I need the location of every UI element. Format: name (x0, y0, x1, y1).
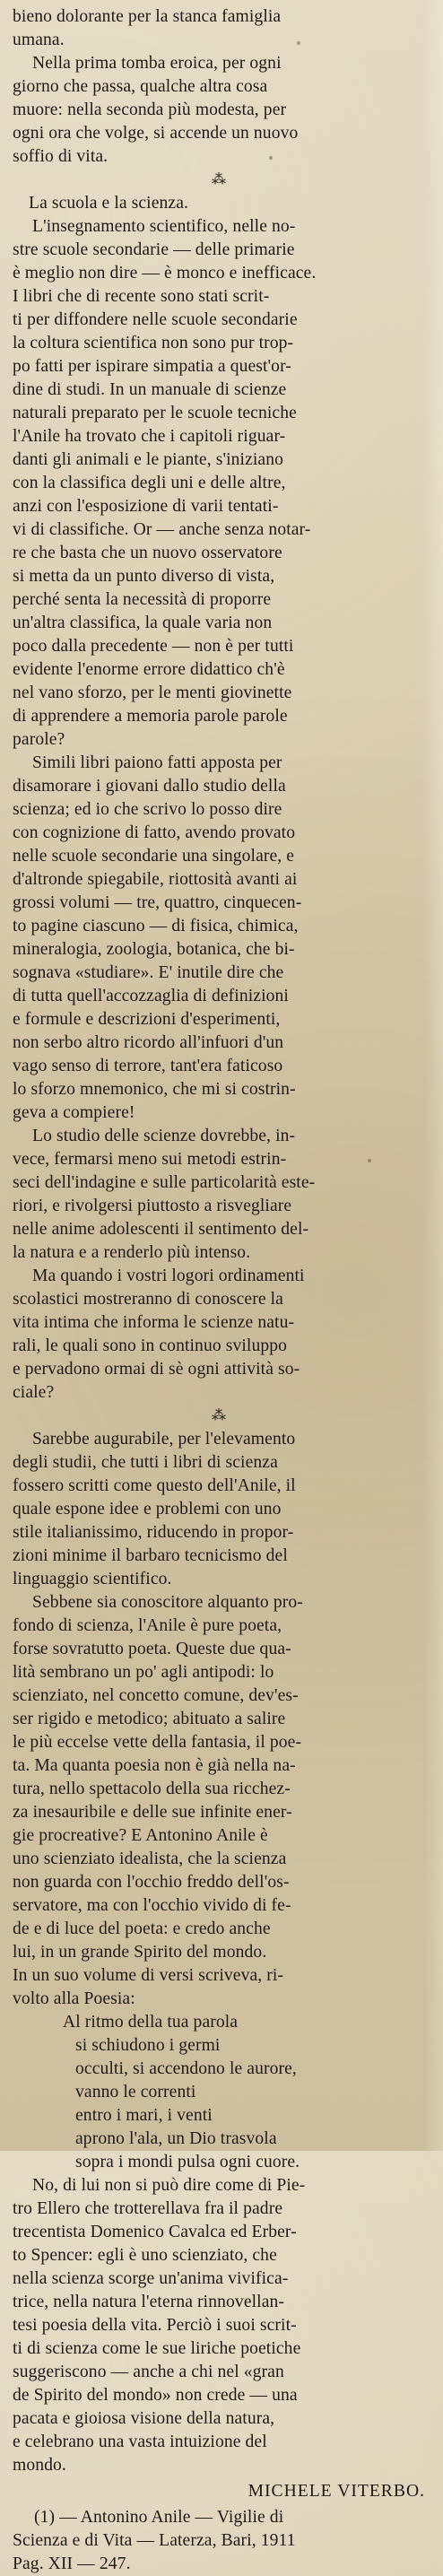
text-line: bieno dolorante per la stanca famiglia (13, 7, 282, 26)
poem-line: Al ritmo della tua parola (63, 2013, 239, 2032)
ink-speck (368, 1159, 371, 1162)
text-line: di tutta quell'accozzaglia di definizioni (13, 987, 289, 1005)
text-line: pacata e gioiosa visione della natura, (13, 2409, 275, 2428)
text-line: danti gli animali e le piante, s'iniziano (13, 450, 283, 469)
text-line: ser rigido e metodico; abituato a salire (13, 1710, 286, 1728)
section-separator: ⁂ (212, 1408, 231, 1423)
author-signature: MICHELE VITERBO. (248, 2482, 425, 2501)
text-line: parole? (13, 730, 65, 749)
text-line: mineralogia, zoologia, botanica, che bi- (13, 940, 295, 959)
text-line: seci dell'indagine e sulle particolarità este- (13, 1173, 316, 1192)
text-line: de Spirito del mondo» non crede — una (13, 2386, 298, 2405)
text-line: stile italianissimo, riducendo in propor- (13, 1523, 294, 1542)
text-line: ciale? (13, 1383, 55, 1402)
text-line: servatore, ma con l'occhio vivido di fe- (13, 1896, 291, 1915)
text-line: suggeriscono — anche a chi nel «gran (13, 2363, 284, 2381)
text-line: Sebbene sia conoscitore alquanto pro- (32, 1593, 303, 1612)
text-line: è meglio non dire — è monco e inefficace. (13, 264, 317, 283)
text-line: quale espone idee e problemi con uno (13, 1500, 282, 1519)
text-line: vita intima che informa le scienze natu- (13, 1313, 295, 1332)
text-line: trice, nella natura l'eterna rinnovellan- (13, 2293, 285, 2311)
text-line: za inesauribile e delle sue infinite ener- (13, 1803, 292, 1822)
text-line: ogni ora che volge, si accende un nuovo (13, 124, 299, 143)
text-line: le più eccelse vette della fantasia, il poe- (13, 1733, 302, 1752)
text-line: rali, le quali sono in continuo sviluppo (13, 1336, 288, 1355)
text-line: nel vano sforzo, per le menti giovinette (13, 683, 292, 702)
text-line: re che basta che un nuovo osservatore (13, 544, 282, 562)
text-line: naturali preparato per le scuole tecniche (13, 404, 297, 422)
text-line: Lo studio delle scienze dovrebbe, in- (32, 1127, 296, 1145)
text-line: evidente l'enorme errore didattico ch'è (13, 660, 285, 679)
text-line: e celebrano una vasta intuizione del (13, 2432, 267, 2451)
text-line: lui, in un grande Spirito del mondo. (13, 1943, 267, 1962)
article-column (13, 5, 430, 2576)
text-line: mondo. (13, 2456, 66, 2475)
text-line: tro Ellero che trotterellava fra il padre (13, 2199, 283, 2218)
text-line: non serbo altro ricordo all'infuori d'un (13, 1033, 284, 1052)
text-line: I libri che di recente sono stati scrit- (13, 287, 270, 306)
poem-line: si schiudono i germi (75, 2036, 221, 2055)
text-line: sognava «studiare». E' inutile dire che (13, 963, 284, 982)
text-line: degli studii, che tutti i libri di scienza (13, 1453, 278, 1472)
text-line: con la classifica degli uni e delle altre, (13, 474, 286, 492)
poem-line: occulti, si accendono le aurore, (75, 2059, 297, 2078)
text-line: zioni minime il barbaro tecnicismo del (13, 1546, 288, 1565)
text-line: linguaggio scientifico. (13, 1570, 172, 1588)
text-line: riori, e rivolgersi piuttosto a risvegliare (13, 1197, 292, 1215)
poem-line: entro i mari, i venti (75, 2106, 213, 2125)
text-line: l'Anile ha trovato che i capitoli riguar- (13, 427, 286, 446)
footnote-line: (1) — Antonino Anile — Vigilie di (34, 2508, 284, 2527)
text-line: la coltura scientifica non sono pur trop- (13, 334, 294, 352)
poem-line: sopra i mondi pulsa ogni cuore. (75, 2153, 300, 2171)
text-line: dine di studi. In un manuale di scienze (13, 380, 287, 399)
text-line: No, di lui non si può dire come di Pie- (32, 2176, 306, 2195)
text-line: to pagine ciascuno — di fisica, chimica, (13, 917, 299, 936)
section-heading: La scuola e la scienza. (29, 194, 189, 213)
text-line: lità sembrano un po' agli antipodi: lo (13, 1663, 274, 1682)
text-line: nelle scuole secondarie una singolare, e (13, 847, 295, 866)
text-line: gie procreative? E Antonino Anile è (13, 1826, 268, 1845)
text-line: volto alla Poesia: (13, 1989, 135, 2008)
text-line: vi di classifiche. Or — anche senza notar- (13, 520, 311, 539)
footnote-line: Scienza e di Vita — Laterza, Bari, 1911 (13, 2531, 296, 2550)
text-line: tesi poesia della vita. Perciò i suoi scrit- (13, 2316, 297, 2335)
text-line: In un suo volume di versi scriveva, ri- (13, 1966, 284, 1985)
text-line: to Spencer: egli è uno scienziato, che (13, 2246, 277, 2265)
text-line: Sarebbe augurabile, per l'elevamento (32, 1430, 296, 1449)
text-line: Ma quando i vostri logori ordinamenti (32, 1266, 305, 1285)
text-line: scolastici mostreranno di conoscere la (13, 1290, 283, 1309)
section-separator: ⁂ (212, 172, 231, 187)
text-line: vago senso di terrore, tant'era faticoso (13, 1057, 283, 1075)
text-line: ti di scienza come le sue liriche poetiche (13, 2339, 301, 2358)
text-line: scienza; ed io che scrivo lo posso dire (13, 800, 282, 819)
ink-speck (297, 41, 300, 45)
text-line: e formule e descrizioni d'esperimenti, (13, 1010, 281, 1029)
text-line: geva a compiere! (13, 1103, 135, 1122)
text-line: e pervadono ormai di sè ogni attività so- (13, 1360, 300, 1379)
text-line: un'altra classifica, la quale varia non (13, 614, 273, 632)
text-line: disamorare i giovani dallo studio della (13, 777, 286, 796)
text-line: vece, fermarsi meno sui metodi estrin- (13, 1150, 287, 1169)
text-line: non guarda con l'occhio freddo dell'os- (13, 1873, 290, 1892)
footnote-line: Pag. XII — 247. (13, 2554, 131, 2573)
text-line: fondo di scienza, l'Anile è pure poeta, (13, 1616, 282, 1635)
text-line: de e di luce del poeta: e credo anche (13, 1919, 271, 1938)
text-line: muore: nella seconda più modesta, per (13, 100, 287, 119)
text-line: anzi con l'esposizione di varii tentati- (13, 497, 279, 516)
text-line: umana. (13, 30, 65, 49)
text-line: fossero scritti come questo dell'Anile, il (13, 1476, 296, 1495)
text-line: ta. Ma quanta poesia non è già nella na- (13, 1756, 296, 1775)
text-line: con cognizione di fatto, avendo provato (13, 823, 296, 842)
text-line: L'insegnamento scientifico, nelle no- (32, 217, 296, 236)
text-line: nella scienza scorge un'anima vivifica- (13, 2269, 289, 2288)
text-line: stre scuole secondarie — delle primarie (13, 240, 295, 259)
text-line: Nella prima tomba eroica, per ogni (32, 54, 282, 73)
text-line: lo sforzo mnemonico, che mi si costrin- (13, 1080, 296, 1099)
text-line: soffio di vita. (13, 147, 109, 166)
text-line: di apprendere a memoria parole parole (13, 707, 288, 726)
text-line: uno scienziato idealista, che la scienza (13, 1849, 287, 1868)
poem-line: vanno le correnti (75, 2083, 196, 2102)
text-line: Simili libri paiono fatti apposta per (32, 753, 282, 772)
ink-speck (38, 1650, 41, 1654)
text-line: forse sovratutto poeta. Queste due qua- (13, 1640, 291, 1658)
text-line: giorno che passa, qualche altra cosa (13, 77, 268, 96)
text-line: tura, nello spettacolo della sua ricchez- (13, 1780, 291, 1798)
text-line: ti per diffondere nelle scuole secondarie (13, 310, 298, 329)
text-line: poco dalla precedente — non è per tutti (13, 637, 294, 656)
text-line: perché senta la necessità di proporre (13, 590, 272, 609)
text-line: po fatti per ispirare simpatia a quest'or- (13, 357, 291, 376)
text-line: la natura e a renderlo più intenso. (13, 1243, 251, 1262)
text-line: si metta da un punto diverso di vista, (13, 567, 275, 586)
text-line: scienziato, nel concetto comune, dev'es- (13, 1686, 299, 1705)
text-line: grossi volumi — tre, quattro, cinquecen- (13, 893, 302, 912)
poem-line: aprono l'ala, un Dio trasvola (75, 2129, 277, 2148)
text-line: nelle anime adolescenti il sentimento del- (13, 1220, 309, 1239)
text-line: trecentista Domenico Cavalca ed Erber- (13, 2223, 297, 2241)
text-line: d'altronde spiegabile, riottosità avanti ai (13, 870, 298, 889)
ink-speck (269, 156, 273, 160)
